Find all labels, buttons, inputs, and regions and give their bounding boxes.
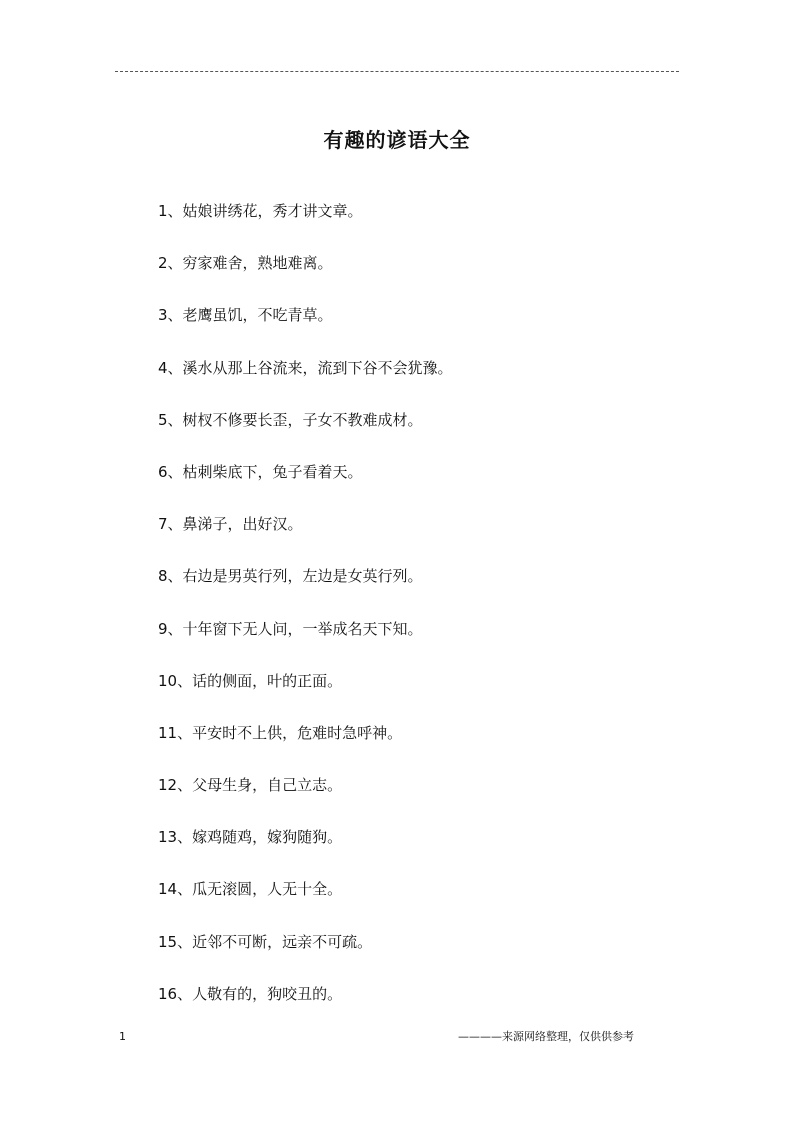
list-item: 12、父母生身，自己立志。	[158, 776, 343, 795]
proverb-list	[158, 198, 453, 1033]
header-dashed-rule	[115, 71, 679, 72]
page-title: 有趣的谚语大全	[323, 128, 471, 152]
list-item: 3、老鹰虽饥，不吃青草。	[158, 306, 333, 325]
list-item: 16、人敬有的，狗咬丑的。	[158, 984, 343, 1003]
list-item: 5、树杈不修要长歪，子女不教难成材。	[158, 410, 423, 429]
list-item: 1、姑娘讲绣花，秀才讲文章。	[158, 202, 363, 220]
list-item: 15、近邻不可断，远亲不可疏。	[158, 932, 373, 951]
list-item: 14、瓜无滚圆，人无十全。	[158, 880, 343, 899]
list-item: 11、平安时不上供，危难时急呼神。	[158, 723, 403, 742]
footer-note: ————来源网络整理，仅供供参考	[458, 1030, 634, 1043]
list-item: 9、十年窗下无人问，一举成名天下知。	[158, 619, 423, 638]
list-item: 8、右边是男英行列，左边是女英行列。	[158, 567, 423, 586]
list-item: 2、穷家难舍，熟地难离。	[158, 254, 333, 273]
list-item: 13、嫁鸡随鸡，嫁狗随狗。	[158, 828, 343, 847]
list-item: 6、枯刺柴底下，兔子看着天。	[158, 462, 363, 481]
list-item: 10、话的侧面，叶的正面。	[158, 671, 343, 690]
list-item: 7、鼻涕子，出好汉。	[158, 515, 303, 534]
page-number: 1	[119, 1030, 126, 1043]
list-item: 4、溪水从那上谷流来，流到下谷不会犹豫。	[158, 358, 453, 377]
